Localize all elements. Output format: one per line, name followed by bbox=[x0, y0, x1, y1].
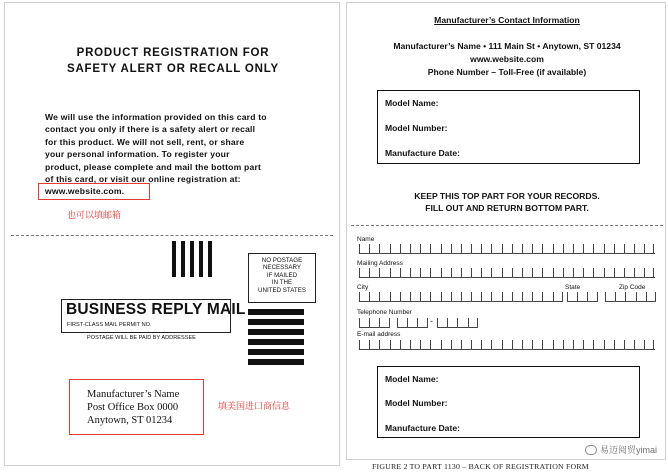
body-line: your personal information. To register your bbox=[45, 149, 230, 160]
figure-caption: FIGURE 2 TO PART 1130 – BACK OF REGISTRATION FORM bbox=[372, 462, 589, 471]
address-line: Anytown, ST 01234 bbox=[87, 415, 173, 426]
telephone-separator: - bbox=[430, 316, 433, 326]
barcode bbox=[172, 241, 212, 277]
left-registration-card bbox=[4, 2, 340, 466]
telephone-label: Telephone Number bbox=[357, 309, 412, 316]
card-title-line2: SAFETY ALERT OR RECALL ONLY bbox=[66, 63, 279, 75]
postage-notice-line: IN THE bbox=[271, 279, 293, 287]
keep-instructions-line2: FILL OUT AND RETURN BOTTOM PART. bbox=[425, 203, 589, 213]
annotation-importer: 填美国进口商信息 bbox=[218, 401, 291, 411]
bottom-model-name-label: Model Name: bbox=[385, 374, 439, 384]
address-line: Manufacturer’s Name bbox=[87, 389, 180, 400]
contact-line3: Phone Number – Toll-Free (if available) bbox=[427, 67, 587, 77]
name-field-label: Name bbox=[357, 236, 375, 243]
body-line: We will use the information provided on this card to bbox=[45, 112, 267, 122]
brm-subtitle: FIRST-CLASS MAIL PERMIT NO. bbox=[67, 322, 152, 328]
bottom-model-number-label: Model Number: bbox=[385, 398, 448, 408]
contact-line2: www.website.com bbox=[470, 54, 544, 64]
postage-notice-line: NECESSARY bbox=[262, 264, 302, 272]
fold-line bbox=[351, 225, 663, 226]
fold-line bbox=[11, 235, 333, 236]
top-manufacture-date-label: Manufacture Date: bbox=[385, 148, 460, 158]
contact-line1: Manufacturer’s Name • 111 Main St • Anytown, ST 01234 bbox=[393, 41, 621, 51]
card-title-line1: PRODUCT REGISTRATION FOR bbox=[76, 47, 270, 59]
body-line: for this product. We will not sell, rent, or share bbox=[45, 136, 245, 147]
postage-notice-line: UNITED STATES bbox=[258, 286, 306, 294]
brm-postage-paid: POSTAGE WILL BE PAID BY ADDRESSEE bbox=[87, 335, 196, 341]
email-label: E-mail address bbox=[357, 331, 401, 338]
body-line: contact you only if there is a safety alert or recall bbox=[45, 124, 256, 135]
wechat-icon bbox=[585, 445, 597, 455]
bottom-manufacture-date-label: Manufacture Date: bbox=[385, 423, 460, 433]
zip-code-label: Zip Code bbox=[619, 284, 646, 291]
reply-address bbox=[87, 388, 179, 427]
contact-heading: Manufacturer’s Contact Information bbox=[434, 15, 580, 25]
facing-identification-bars bbox=[248, 309, 304, 365]
city-label: City bbox=[357, 284, 369, 291]
brm-title: BUSINESS REPLY MAIL bbox=[66, 301, 246, 318]
postage-notice bbox=[250, 257, 314, 294]
annotation-email: 也可以填邮箱 bbox=[67, 210, 122, 220]
postage-notice-line: NO POSTAGE bbox=[261, 257, 303, 264]
postage-notice-line: IF MAILED bbox=[266, 271, 298, 279]
address-line: Post Office Box 0000 bbox=[87, 402, 179, 413]
privacy-paragraph bbox=[45, 111, 305, 185]
right-registration-card bbox=[346, 2, 666, 460]
top-model-number-label: Model Number: bbox=[385, 123, 448, 133]
mailing-address-label: Mailing Address bbox=[357, 260, 403, 267]
keep-instructions-line1: KEEP THIS TOP PART FOR YOUR RECORDS. bbox=[414, 191, 600, 201]
top-model-name-label: Model Name: bbox=[385, 98, 439, 108]
body-line: product, please complete and mail the bottom part bbox=[45, 161, 262, 172]
body-line: of this card, or visit our online registration at: bbox=[45, 174, 241, 185]
watermark-text: 易迈阅贸yimai bbox=[600, 445, 658, 455]
website-link[interactable]: www.website.com. bbox=[45, 186, 125, 196]
state-label: State bbox=[565, 284, 581, 291]
watermark bbox=[585, 443, 657, 456]
